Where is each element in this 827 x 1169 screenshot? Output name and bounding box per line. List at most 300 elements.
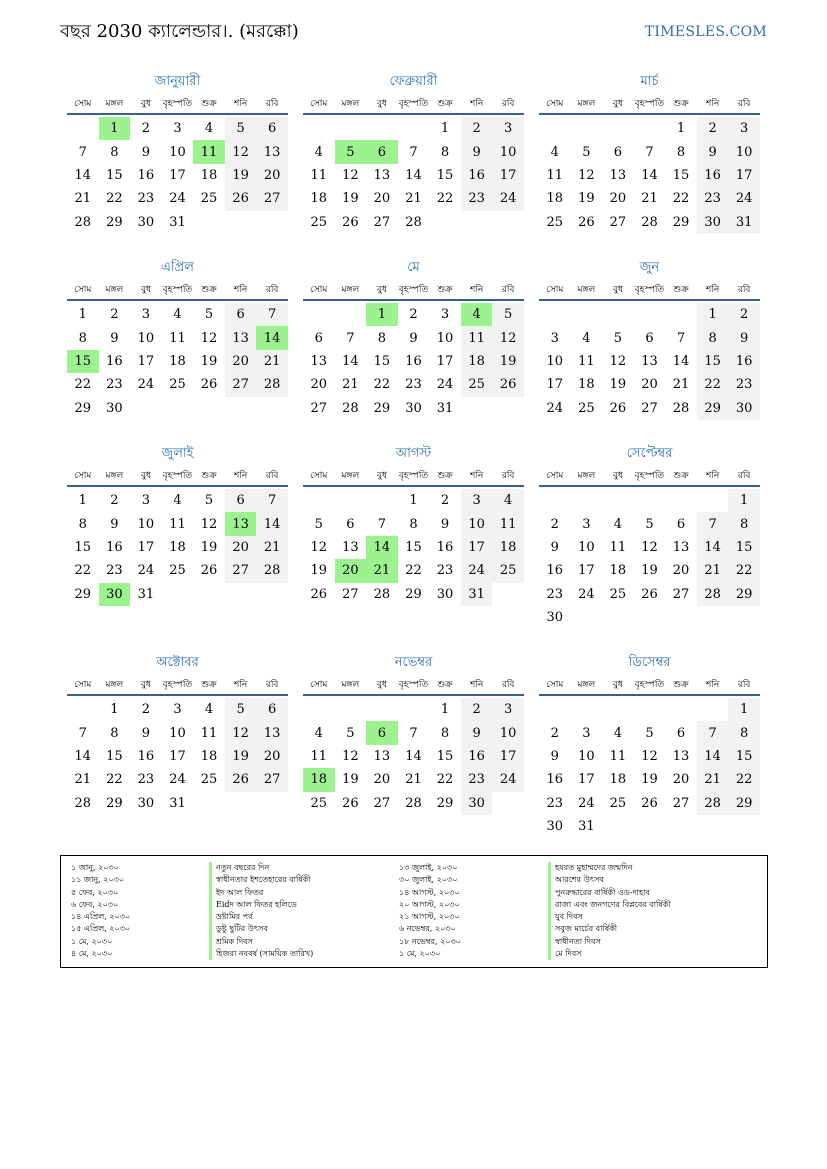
- day-cell: 22: [436, 191, 454, 207]
- holiday-day-cell: 14: [366, 536, 398, 559]
- day-cell: 29: [373, 400, 391, 416]
- day-cell: 27: [672, 795, 690, 811]
- day-grid: [67, 696, 288, 815]
- day-cell: 2: [728, 303, 760, 326]
- month-name: জানুয়ারী: [154, 74, 201, 89]
- month-block: [303, 654, 524, 815]
- day-cell: 29: [74, 586, 92, 602]
- day-cell: 5: [645, 516, 654, 532]
- day-cell: 28: [641, 214, 658, 230]
- day-cell: 14: [74, 167, 92, 183]
- day-cell: 6: [225, 303, 257, 326]
- day-cell: 31: [137, 586, 155, 602]
- day-cell: 25: [310, 795, 328, 811]
- day-cell: 5: [492, 303, 524, 326]
- weekday-label: বুধ: [612, 471, 623, 481]
- empty-day-cell: [67, 117, 99, 140]
- day-cell: 20: [310, 377, 328, 393]
- holiday-name: পুনরুদ্ধারের বার্ষিকী ওড-দাহাব: [548, 887, 671, 899]
- day-cell: 31: [169, 795, 186, 811]
- weekday-label: বুধ: [376, 99, 387, 109]
- day-cell: 11: [169, 330, 186, 346]
- day-cell: 7: [377, 516, 387, 532]
- day-cell: 31: [169, 214, 186, 230]
- day-grid: [303, 301, 524, 420]
- month-name: নভেম্বর: [394, 655, 433, 670]
- holiday-date: ১৫ এপ্রিল, ২০৩০: [71, 924, 131, 934]
- day-cell: 12: [641, 539, 658, 555]
- weekday-label: রবি: [265, 471, 279, 481]
- day-cell: 13: [373, 167, 391, 183]
- day-cell: 2: [110, 493, 119, 509]
- day-cell: 26: [310, 586, 328, 602]
- day-cell: 24: [578, 586, 595, 602]
- day-cell: 31: [461, 583, 493, 606]
- day-cell: 9: [141, 725, 151, 741]
- month-block: [67, 654, 288, 815]
- weekday-label: শনি: [233, 99, 248, 109]
- day-cell: 1: [78, 493, 87, 509]
- day-cell: 15: [728, 536, 760, 559]
- empty-day-cell: [539, 489, 571, 512]
- weekday-label: বুধ: [376, 471, 387, 481]
- day-cell: 19: [310, 563, 328, 579]
- day-cell: 9: [141, 144, 151, 160]
- day-cell: 28: [405, 214, 422, 230]
- holiday-name: রাজা এবং জনগণের বিপ্লবের বার্ষিকী: [548, 899, 671, 911]
- day-cell: 15: [74, 539, 92, 555]
- empty-day-cell: [571, 489, 603, 512]
- day-cell: 9: [550, 539, 559, 555]
- weekday-label: রবি: [265, 680, 279, 690]
- day-cell: 25: [169, 563, 186, 579]
- empty-day-cell: [303, 117, 335, 140]
- day-cell: 15: [106, 167, 123, 183]
- day-cell: 9: [461, 721, 493, 744]
- day-cell: 15: [697, 350, 729, 373]
- day-cell: 1: [728, 489, 760, 512]
- weekday-label: রবি: [501, 99, 515, 109]
- day-cell: 2: [110, 307, 119, 323]
- day-cell: 16: [137, 748, 155, 764]
- day-cell: 24: [546, 400, 564, 416]
- day-cell: 27: [373, 795, 391, 811]
- day-cell: 22: [697, 373, 729, 396]
- empty-day-cell: [398, 698, 430, 721]
- day-cell: 31: [578, 819, 595, 835]
- day-cell: 17: [436, 353, 454, 369]
- day-cell: 11: [546, 167, 564, 183]
- day-cell: 27: [310, 400, 328, 416]
- empty-day-cell: [634, 489, 666, 512]
- day-cell: 9: [409, 330, 418, 346]
- day-cell: 5: [204, 307, 214, 323]
- day-cell: 18: [169, 353, 186, 369]
- weekday-label: রবি: [501, 285, 515, 295]
- empty-day-cell: [303, 303, 335, 326]
- day-cell: 9: [461, 140, 493, 163]
- day-cell: 25: [310, 214, 328, 230]
- holiday-date: ৩০ জুলাই, ২০৩০: [399, 875, 458, 885]
- day-cell: 23: [137, 772, 155, 788]
- month-block: [67, 259, 288, 420]
- weekday-label: বুধ: [612, 99, 623, 109]
- day-cell: 27: [641, 400, 658, 416]
- empty-day-cell: [634, 117, 666, 140]
- day-grid: [539, 115, 760, 234]
- empty-day-cell: [665, 489, 697, 512]
- day-cell: 20: [641, 377, 658, 393]
- day-cell: 12: [310, 539, 328, 555]
- day-cell: 7: [676, 330, 686, 346]
- weekday-header: [67, 95, 288, 115]
- day-cell: 3: [173, 702, 182, 718]
- day-cell: 3: [728, 117, 760, 140]
- day-cell: 19: [342, 772, 359, 788]
- empty-day-cell: [697, 489, 729, 512]
- holiday-date: ১৩ জুলাই, ২০৩০: [399, 863, 458, 872]
- weekday-header: [67, 676, 288, 696]
- weekday-label: বৃহস্পতি: [162, 285, 193, 295]
- weekday-label: মঙ্গল: [577, 680, 596, 690]
- day-cell: 24: [578, 795, 595, 811]
- day-cell: 7: [409, 725, 418, 741]
- holiday-date: ১৪ এপ্রিল, ২০৩০: [71, 912, 131, 922]
- empty-day-cell: [303, 489, 335, 512]
- empty-day-cell: [303, 698, 335, 721]
- day-cell: 8: [697, 326, 729, 349]
- day-cell: 24: [492, 768, 524, 791]
- day-cell: 24: [461, 559, 493, 582]
- brand-link[interactable]: TIMESLES.COM: [644, 24, 767, 40]
- holiday-name: স্বাধীনতার ইশতেহারের বার্ষিকী: [209, 874, 313, 886]
- day-cell: 29: [405, 586, 422, 602]
- day-cell: 17: [578, 772, 595, 788]
- holiday-name: হযরত মুহাম্মদের জন্মদিন: [548, 862, 671, 874]
- empty-day-cell: [665, 698, 697, 721]
- day-cell: 18: [492, 536, 524, 559]
- holiday-name: ভ্রষ্টামির পর্ব: [209, 911, 313, 923]
- weekday-label: শনি: [469, 285, 484, 295]
- holiday-name: সবুজ মার্চের বার্ষিকী: [548, 923, 671, 935]
- holiday-date: ১৮ নভেম্বর, ২০৩০: [399, 936, 461, 946]
- weekday-label: মঙ্গল: [105, 285, 124, 295]
- holiday-date: ৬ ফেব, ২০৩০: [71, 899, 119, 909]
- weekday-label: সোম: [74, 99, 92, 109]
- day-grid: [67, 487, 288, 606]
- day-cell: 19: [200, 539, 218, 555]
- day-cell: 2: [409, 307, 418, 323]
- weekday-label: শুক্র: [201, 471, 217, 481]
- month-block: [539, 445, 760, 629]
- day-cell: 16: [106, 539, 123, 555]
- weekday-label: বুধ: [140, 285, 151, 295]
- empty-day-cell: [665, 303, 697, 326]
- day-cell: 12: [225, 140, 257, 163]
- day-cell: 6: [676, 516, 686, 532]
- day-cell: 24: [436, 377, 454, 393]
- day-cell: 27: [342, 586, 359, 602]
- day-cell: 8: [440, 725, 450, 741]
- day-cell: 6: [256, 698, 288, 721]
- month-block: [303, 445, 524, 606]
- empty-day-cell: [602, 117, 634, 140]
- weekday-label: শনি: [469, 680, 484, 690]
- day-cell: 20: [672, 772, 690, 788]
- day-cell: 11: [310, 167, 328, 183]
- day-cell: 21: [74, 191, 92, 207]
- day-cell: 7: [78, 144, 87, 160]
- weekday-label: মঙ্গল: [105, 99, 124, 109]
- day-cell: 30: [461, 792, 493, 815]
- day-cell: 23: [405, 377, 422, 393]
- month-name: সেপ্টেম্বর: [626, 446, 673, 461]
- day-cell: 18: [200, 167, 218, 183]
- day-cell: 30: [137, 795, 155, 811]
- day-cell: 28: [74, 795, 92, 811]
- day-cell: 13: [225, 326, 257, 349]
- weekday-label: সোম: [310, 99, 328, 109]
- weekday-label: বুধ: [612, 680, 623, 690]
- weekday-label: রবি: [737, 680, 751, 690]
- weekday-label: মঙ্গল: [341, 680, 360, 690]
- day-cell: 2: [697, 117, 729, 140]
- weekday-label: বৃহস্পতি: [398, 285, 429, 295]
- day-cell: 18: [200, 748, 218, 764]
- day-cell: 7: [697, 512, 729, 535]
- day-cell: 22: [74, 377, 92, 393]
- weekday-label: শনি: [705, 285, 720, 295]
- day-cell: 3: [582, 516, 591, 532]
- day-cell: 9: [550, 748, 559, 764]
- empty-day-cell: [539, 117, 571, 140]
- day-cell: 25: [609, 586, 627, 602]
- day-cell: 20: [256, 164, 288, 187]
- day-cell: 1: [409, 493, 418, 509]
- day-cell: 4: [314, 725, 323, 741]
- day-cell: 20: [373, 191, 391, 207]
- day-grid: [303, 115, 524, 234]
- day-cell: 20: [609, 191, 627, 207]
- holiday-day-cell: 11: [193, 140, 225, 163]
- day-cell: 3: [461, 489, 493, 512]
- weekday-label: সোম: [546, 285, 564, 295]
- weekday-header: [303, 676, 524, 696]
- day-cell: 25: [461, 373, 493, 396]
- day-cell: 20: [225, 536, 257, 559]
- weekday-label: শনি: [233, 471, 248, 481]
- day-cell: 16: [546, 772, 564, 788]
- day-cell: 15: [405, 539, 422, 555]
- day-cell: 17: [137, 353, 155, 369]
- weekday-label: বুধ: [140, 99, 151, 109]
- day-cell: 11: [609, 748, 627, 764]
- holiday-name-column: [209, 862, 313, 960]
- weekday-label: শনি: [469, 471, 484, 481]
- holiday-name: মে দিবস: [548, 948, 671, 960]
- day-cell: 18: [609, 772, 627, 788]
- empty-day-cell: [571, 698, 603, 721]
- day-cell: 12: [200, 330, 218, 346]
- holiday-day-cell: 13: [225, 512, 257, 535]
- day-cell: 10: [492, 721, 524, 744]
- day-cell: 2: [141, 702, 151, 718]
- holiday-day-cell: 5: [335, 140, 367, 163]
- day-cell: 12: [641, 748, 658, 764]
- day-cell: 12: [200, 516, 218, 532]
- weekday-label: শনি: [469, 99, 484, 109]
- day-cell: 10: [492, 140, 524, 163]
- day-cell: 27: [672, 586, 690, 602]
- weekday-label: শুক্র: [673, 680, 689, 690]
- day-cell: 23: [728, 373, 760, 396]
- day-cell: 9: [110, 516, 119, 532]
- holiday-day-cell: 21: [366, 559, 398, 582]
- day-cell: 5: [613, 330, 623, 346]
- weekday-label: রবি: [501, 471, 515, 481]
- month-block: [67, 445, 288, 606]
- day-cell: 6: [225, 489, 257, 512]
- day-cell: 10: [461, 512, 493, 535]
- empty-day-cell: [335, 489, 367, 512]
- day-cell: 30: [546, 610, 564, 626]
- holiday-day-cell: 20: [335, 559, 367, 582]
- day-cell: 17: [728, 164, 760, 187]
- day-cell: 7: [256, 303, 288, 326]
- day-cell: 10: [728, 140, 760, 163]
- day-cell: 26: [200, 563, 218, 579]
- day-cell: 29: [74, 400, 92, 416]
- day-cell: 24: [169, 772, 186, 788]
- day-cell: 2: [461, 698, 493, 721]
- weekday-header: [303, 467, 524, 487]
- day-cell: 6: [346, 516, 355, 532]
- empty-day-cell: [539, 698, 571, 721]
- weekday-label: বৃহস্পতি: [162, 680, 193, 690]
- weekday-label: বৃহস্পতি: [634, 99, 665, 109]
- month-name: জুন: [639, 260, 660, 275]
- day-cell: 23: [697, 187, 729, 210]
- empty-day-cell: [366, 117, 398, 140]
- day-cell: 17: [461, 536, 493, 559]
- month-block: [539, 73, 760, 234]
- day-cell: 15: [672, 167, 690, 183]
- weekday-label: শুক্র: [437, 99, 453, 109]
- day-cell: 23: [137, 191, 155, 207]
- day-cell: 26: [578, 214, 595, 230]
- day-cell: 7: [645, 144, 654, 160]
- empty-day-cell: [634, 698, 666, 721]
- weekday-label: বৃহস্পতি: [634, 471, 665, 481]
- day-cell: 3: [141, 493, 151, 509]
- weekday-label: রবি: [737, 471, 751, 481]
- day-cell: 5: [204, 493, 214, 509]
- day-cell: 14: [405, 167, 422, 183]
- day-cell: 8: [409, 516, 418, 532]
- weekday-label: শুক্র: [673, 99, 689, 109]
- day-cell: 5: [582, 144, 591, 160]
- weekday-label: বৃহস্পতি: [398, 99, 429, 109]
- day-cell: 17: [169, 167, 186, 183]
- day-cell: 7: [346, 330, 355, 346]
- day-cell: 29: [697, 397, 729, 420]
- day-cell: 17: [546, 377, 564, 393]
- day-cell: 26: [342, 795, 359, 811]
- day-cell: 18: [310, 191, 328, 207]
- day-cell: 6: [256, 117, 288, 140]
- day-cell: 3: [550, 330, 559, 346]
- day-cell: 28: [74, 214, 92, 230]
- weekday-label: শুক্র: [673, 285, 689, 295]
- day-cell: 30: [405, 400, 422, 416]
- day-cell: 31: [728, 211, 760, 234]
- day-cell: 25: [546, 214, 564, 230]
- day-cell: 8: [110, 144, 119, 160]
- day-cell: 20: [672, 563, 690, 579]
- weekday-label: মঙ্গল: [577, 99, 596, 109]
- day-cell: 3: [173, 121, 182, 137]
- day-cell: 1: [697, 303, 729, 326]
- day-grid: [539, 301, 760, 420]
- day-cell: 13: [310, 353, 328, 369]
- empty-day-cell: [634, 303, 666, 326]
- day-cell: 29: [106, 214, 123, 230]
- weekday-label: বৃহস্পতি: [162, 99, 193, 109]
- day-cell: 2: [440, 493, 450, 509]
- holiday-name: আরশের উৎসব: [548, 874, 671, 886]
- month-block: [539, 259, 760, 420]
- weekday-label: সোম: [546, 99, 564, 109]
- weekday-header: [67, 467, 288, 487]
- day-cell: 29: [728, 583, 760, 606]
- day-cell: 9: [110, 330, 119, 346]
- day-cell: 16: [106, 353, 123, 369]
- day-cell: 17: [169, 748, 186, 764]
- day-cell: 4: [173, 307, 182, 323]
- day-cell: 17: [492, 745, 524, 768]
- day-cell: 13: [641, 353, 658, 369]
- weekday-label: শনি: [705, 471, 720, 481]
- holiday-date-column: [71, 862, 130, 960]
- day-cell: 7: [409, 144, 418, 160]
- day-cell: 19: [641, 772, 658, 788]
- day-cell: 10: [137, 330, 155, 346]
- day-cell: 12: [342, 167, 359, 183]
- weekday-label: বুধ: [376, 680, 387, 690]
- day-cell: 4: [582, 330, 591, 346]
- holiday-day-cell: 6: [366, 140, 398, 163]
- weekday-label: বৃহস্পতি: [162, 471, 193, 481]
- weekday-header: [303, 281, 524, 301]
- day-cell: 26: [225, 768, 257, 791]
- day-cell: 1: [440, 121, 450, 137]
- day-cell: 15: [106, 748, 123, 764]
- day-cell: 13: [373, 748, 391, 764]
- day-cell: 27: [256, 768, 288, 791]
- holiday-date-column: [399, 862, 461, 960]
- day-cell: 26: [641, 795, 658, 811]
- empty-day-cell: [335, 698, 367, 721]
- day-cell: 27: [256, 187, 288, 210]
- day-cell: 5: [645, 725, 654, 741]
- month-name: অক্টোবর: [156, 655, 199, 670]
- holiday-day-cell: 18: [303, 768, 335, 791]
- day-cell: 29: [106, 795, 123, 811]
- day-cell: 3: [492, 698, 524, 721]
- day-cell: 21: [697, 559, 729, 582]
- day-cell: 1: [728, 698, 760, 721]
- day-cell: 10: [546, 353, 564, 369]
